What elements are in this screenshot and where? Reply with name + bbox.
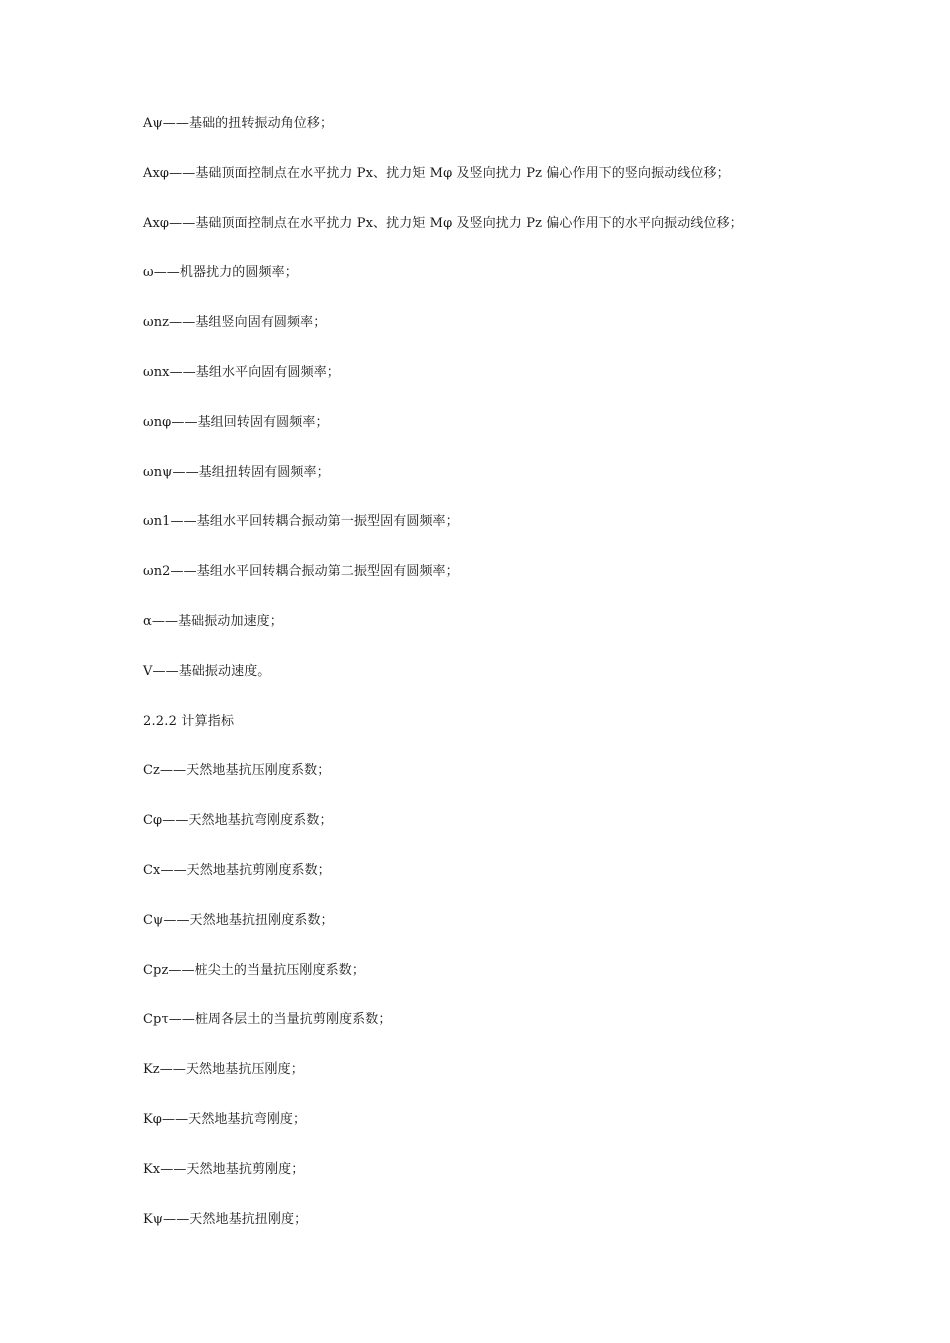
definition-omega-nz: ωnz——基组竖向固有圆频率； <box>143 315 327 331</box>
section-heading: 2.2.2 计算指标 <box>143 713 235 729</box>
definition-cx: Cx——天然地基抗剪刚度系数； <box>143 862 331 878</box>
definition-axphi-vertical: Axφ——基础顶面控制点在水平扰力 Px、扰力矩 Mφ 及竖向扰力 Pz 偏心作用下的竖向振动线位移； <box>143 165 730 181</box>
definition-cphi: Cφ——天然地基抗弯刚度系数； <box>143 813 333 829</box>
definition-cptau: Cpτ——桩周各层土的当量抗剪刚度系数； <box>143 1012 392 1028</box>
definition-alpha: α——基础振动加速度； <box>143 613 283 629</box>
definition-omega-n2: ωn2——基组水平回转耦合振动第二振型固有圆频率； <box>143 564 459 580</box>
document-body <box>143 113 903 1258</box>
definition-kphi: Kφ——天然地基抗弯刚度； <box>143 1111 307 1127</box>
definition-omega-nx: ωnx——基组水平向固有圆频率； <box>143 364 340 380</box>
definition-omega: ω——机器扰力的圆频率； <box>143 265 298 281</box>
definition-kpsi: Kψ——天然地基抗扭刚度； <box>143 1211 308 1227</box>
definition-axphi-horizontal: Axφ——基础顶面控制点在水平扰力 Px、扰力矩 Mφ 及竖向扰力 Pz 偏心作用下的水平向振动线位移； <box>143 215 743 231</box>
definition-omega-nphi: ωnφ——基组回转固有圆频率； <box>143 414 329 430</box>
definition-cpsi: Cψ——天然地基抗扭刚度系数； <box>143 912 334 928</box>
definition-a-psi: Aψ——基础的扭转振动角位移； <box>143 116 334 131</box>
definition-omega-n1: ωn1——基组水平回转耦合振动第一振型固有圆频率； <box>143 514 459 530</box>
definition-cpz: Cpz——桩尖土的当量抗压刚度系数； <box>143 962 365 978</box>
definition-v: V——基础振动速度。 <box>143 663 271 679</box>
definition-kx: Kx——天然地基抗剪刚度； <box>143 1161 305 1177</box>
definition-cz: Cz——天然地基抗压刚度系数； <box>143 763 331 779</box>
definition-kz: Kz——天然地基抗压刚度； <box>143 1062 304 1078</box>
definition-omega-npsi: ωnψ——基组扭转固有圆频率； <box>143 464 330 480</box>
